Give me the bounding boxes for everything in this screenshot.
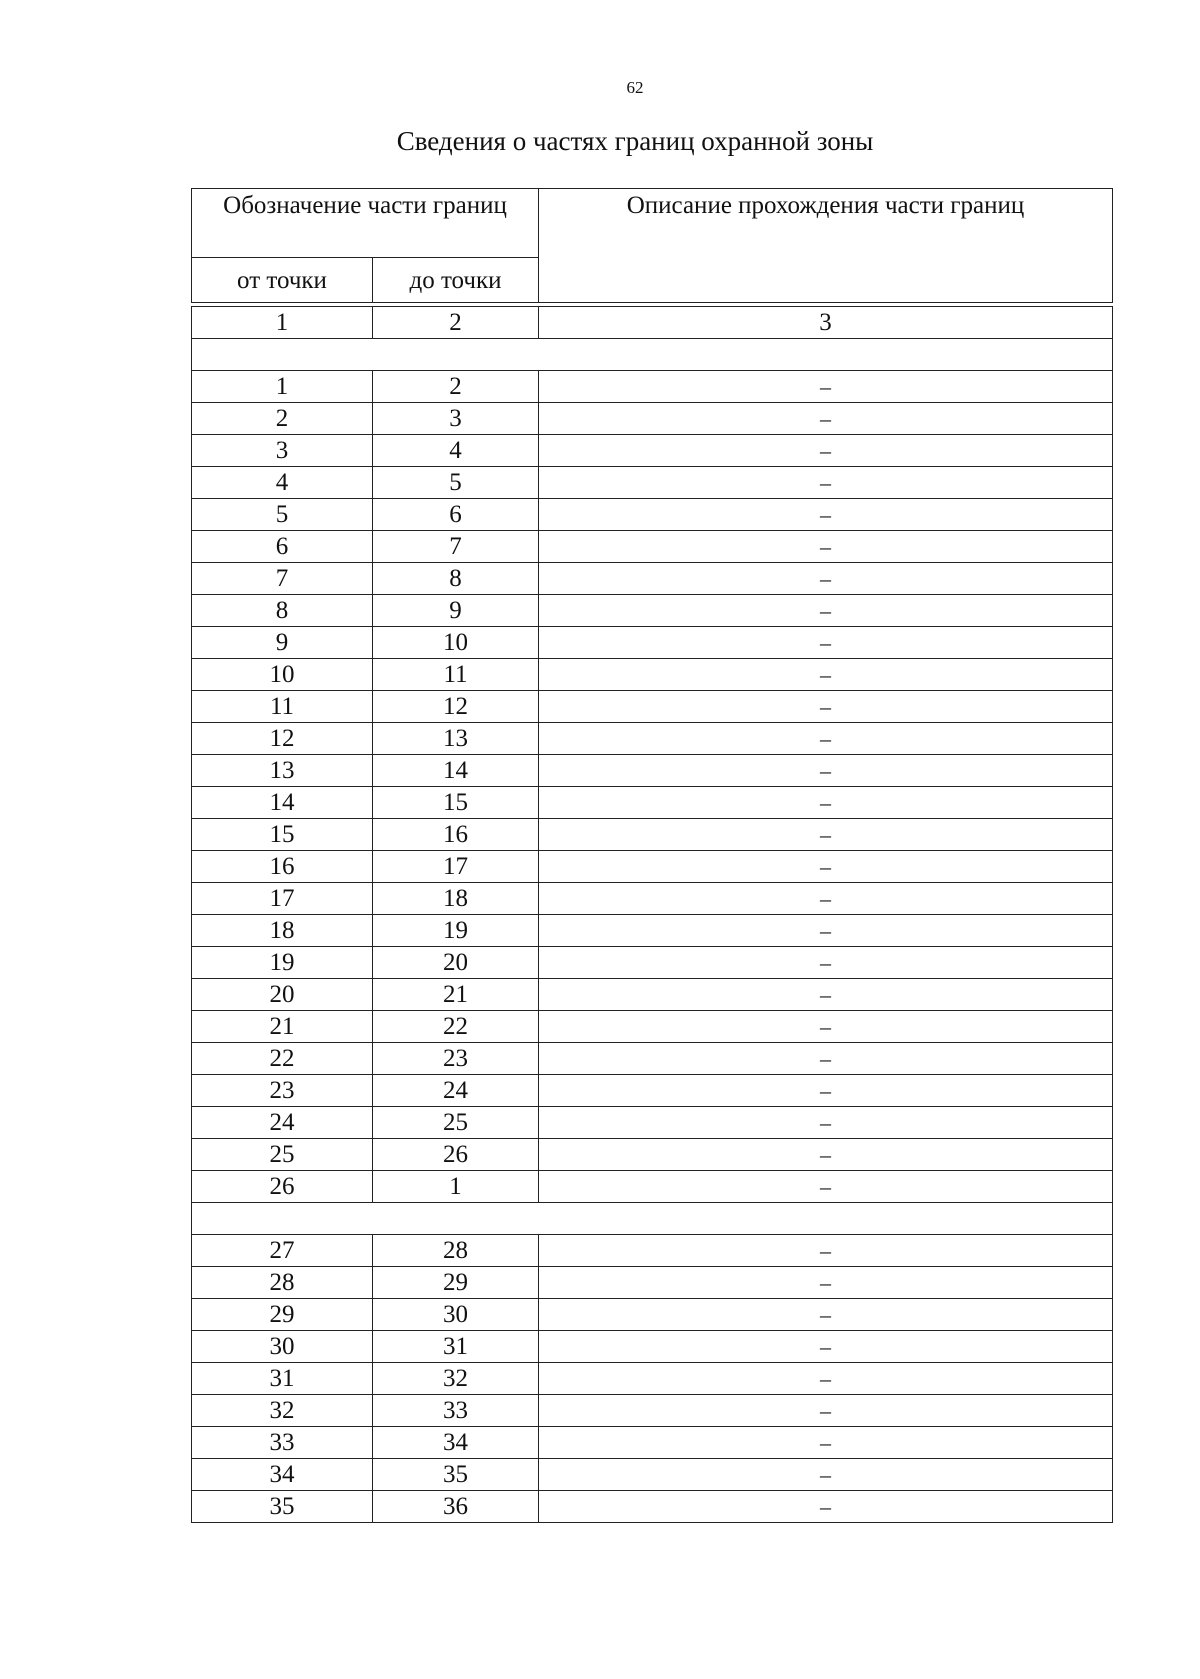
cell-description: – (539, 1267, 1113, 1299)
cell-to-point: 34 (373, 1427, 539, 1459)
cell-to-point: 18 (373, 883, 539, 915)
cell-description: – (539, 1299, 1113, 1331)
cell-from-point: 31 (192, 1363, 373, 1395)
cell-from-point: 30 (192, 1331, 373, 1363)
header-from-point: от точки (192, 258, 373, 303)
cell-to-point: 29 (373, 1267, 539, 1299)
cell-to-point: 21 (373, 979, 539, 1011)
cell-from-point: 17 (192, 883, 373, 915)
cell-from-point: 22 (192, 1043, 373, 1075)
cell-from-point: 20 (192, 979, 373, 1011)
table-row (192, 595, 1113, 627)
cell-to-point: 20 (373, 947, 539, 979)
table-row (192, 435, 1113, 467)
cell-to-point: 35 (373, 1459, 539, 1491)
cell-description: – (539, 979, 1113, 1011)
table-row (192, 531, 1113, 563)
cell-from-point: 33 (192, 1427, 373, 1459)
table-row (192, 851, 1113, 883)
cell-to-point: 13 (373, 723, 539, 755)
table-row (192, 787, 1113, 819)
column-number: 3 (539, 307, 1113, 339)
cell-description: – (539, 883, 1113, 915)
cell-from-point: 32 (192, 1395, 373, 1427)
cell-description: – (539, 1075, 1113, 1107)
cell-description: – (539, 659, 1113, 691)
cell-from-point: 1 (192, 371, 373, 403)
cell-to-point: 10 (373, 627, 539, 659)
cell-to-point: 24 (373, 1075, 539, 1107)
cell-description: – (539, 595, 1113, 627)
cell-from-point: 16 (192, 851, 373, 883)
cell-from-point: 13 (192, 755, 373, 787)
table-header (192, 189, 1113, 339)
cell-description: – (539, 1395, 1113, 1427)
cell-from-point: 25 (192, 1139, 373, 1171)
cell-to-point: 25 (373, 1107, 539, 1139)
table-row (192, 755, 1113, 787)
cell-from-point: 19 (192, 947, 373, 979)
cell-to-point: 31 (373, 1331, 539, 1363)
table-row (192, 883, 1113, 915)
table-row (192, 1395, 1113, 1427)
cell-description: – (539, 1491, 1113, 1523)
cell-to-point: 15 (373, 787, 539, 819)
cell-to-point: 1 (373, 1171, 539, 1203)
table-row (192, 1011, 1113, 1043)
table-row (192, 1139, 1113, 1171)
cell-description: – (539, 1235, 1113, 1267)
document-title: Сведения о частях границ охранной зоны (396, 126, 874, 156)
cell-to-point: 11 (373, 659, 539, 691)
cell-from-point: 10 (192, 659, 373, 691)
table-row (192, 915, 1113, 947)
cell-description: – (539, 435, 1113, 467)
cell-description: – (539, 467, 1113, 499)
cell-from-point: 24 (192, 1107, 373, 1139)
cell-to-point: 23 (373, 1043, 539, 1075)
header-boundary-description: Описание прохождения части границ (539, 189, 1113, 303)
cell-to-point: 16 (373, 819, 539, 851)
page-number: 62 (626, 78, 644, 97)
cell-description: – (539, 851, 1113, 883)
cell-to-point: 36 (373, 1491, 539, 1523)
header-boundary-designation: Обозначение части границ (192, 189, 539, 258)
cell-to-point: 2 (373, 371, 539, 403)
cell-to-point: 5 (373, 467, 539, 499)
cell-from-point: 27 (192, 1235, 373, 1267)
section-label (192, 339, 1113, 371)
table-row (192, 1043, 1113, 1075)
column-number: 1 (192, 307, 373, 339)
column-number: 2 (373, 307, 539, 339)
table-body (192, 339, 1113, 1523)
cell-to-point: 3 (373, 403, 539, 435)
cell-to-point: 19 (373, 915, 539, 947)
table-row (192, 1459, 1113, 1491)
cell-description: – (539, 531, 1113, 563)
cell-to-point: 6 (373, 499, 539, 531)
table-row (192, 1075, 1113, 1107)
cell-to-point: 7 (373, 531, 539, 563)
section-label (192, 1203, 1113, 1235)
cell-from-point: 14 (192, 787, 373, 819)
cell-from-point: 2 (192, 403, 373, 435)
cell-to-point: 9 (373, 595, 539, 627)
cell-from-point: 15 (192, 819, 373, 851)
cell-description: – (539, 1459, 1113, 1491)
cell-to-point: 4 (373, 435, 539, 467)
cell-from-point: 23 (192, 1075, 373, 1107)
cell-description: – (539, 915, 1113, 947)
section-row (192, 1203, 1113, 1235)
table-row (192, 1171, 1113, 1203)
cell-description: – (539, 1331, 1113, 1363)
table-row (192, 371, 1113, 403)
cell-description: – (539, 627, 1113, 659)
cell-to-point: 33 (373, 1395, 539, 1427)
table-row (192, 819, 1113, 851)
table-row (192, 403, 1113, 435)
table-row (192, 691, 1113, 723)
table-row (192, 499, 1113, 531)
cell-description: – (539, 947, 1113, 979)
cell-description: – (539, 403, 1113, 435)
cell-from-point: 18 (192, 915, 373, 947)
table-row (192, 979, 1113, 1011)
cell-from-point: 11 (192, 691, 373, 723)
cell-description: – (539, 1171, 1113, 1203)
cell-to-point: 32 (373, 1363, 539, 1395)
table-row (192, 1235, 1113, 1267)
cell-to-point: 8 (373, 563, 539, 595)
cell-from-point: 3 (192, 435, 373, 467)
table-row (192, 1107, 1113, 1139)
table-row (192, 723, 1113, 755)
cell-description: – (539, 563, 1113, 595)
cell-description: – (539, 1011, 1113, 1043)
table-row (192, 659, 1113, 691)
cell-from-point: 28 (192, 1267, 373, 1299)
column-numbers-row (192, 307, 1113, 339)
table-row (192, 1267, 1113, 1299)
cell-description: – (539, 1043, 1113, 1075)
header-to-point: до точки (373, 258, 539, 303)
cell-from-point: 21 (192, 1011, 373, 1043)
cell-from-point: 12 (192, 723, 373, 755)
cell-description: – (539, 1427, 1113, 1459)
cell-description: – (539, 499, 1113, 531)
table-row (192, 467, 1113, 499)
cell-description: – (539, 1139, 1113, 1171)
cell-from-point: 6 (192, 531, 373, 563)
table-row (192, 1363, 1113, 1395)
boundary-parts-table (191, 188, 1113, 1523)
cell-to-point: 30 (373, 1299, 539, 1331)
cell-to-point: 12 (373, 691, 539, 723)
table-row (192, 1299, 1113, 1331)
cell-description: – (539, 723, 1113, 755)
cell-from-point: 4 (192, 467, 373, 499)
table-row (192, 1427, 1113, 1459)
cell-description: – (539, 691, 1113, 723)
table-row (192, 1331, 1113, 1363)
cell-description: – (539, 787, 1113, 819)
cell-from-point: 9 (192, 627, 373, 659)
cell-from-point: 8 (192, 595, 373, 627)
table-row (192, 563, 1113, 595)
table-row (192, 1491, 1113, 1523)
cell-from-point: 34 (192, 1459, 373, 1491)
cell-to-point: 28 (373, 1235, 539, 1267)
cell-to-point: 14 (373, 755, 539, 787)
section-row (192, 339, 1113, 371)
cell-description: – (539, 1107, 1113, 1139)
cell-description: – (539, 1363, 1113, 1395)
cell-from-point: 35 (192, 1491, 373, 1523)
cell-from-point: 7 (192, 563, 373, 595)
table-row (192, 947, 1113, 979)
cell-description: – (539, 755, 1113, 787)
cell-from-point: 26 (192, 1171, 373, 1203)
cell-to-point: 22 (373, 1011, 539, 1043)
cell-description: – (539, 371, 1113, 403)
cell-from-point: 29 (192, 1299, 373, 1331)
cell-from-point: 5 (192, 499, 373, 531)
cell-description: – (539, 819, 1113, 851)
table-row (192, 627, 1113, 659)
cell-to-point: 26 (373, 1139, 539, 1171)
cell-to-point: 17 (373, 851, 539, 883)
